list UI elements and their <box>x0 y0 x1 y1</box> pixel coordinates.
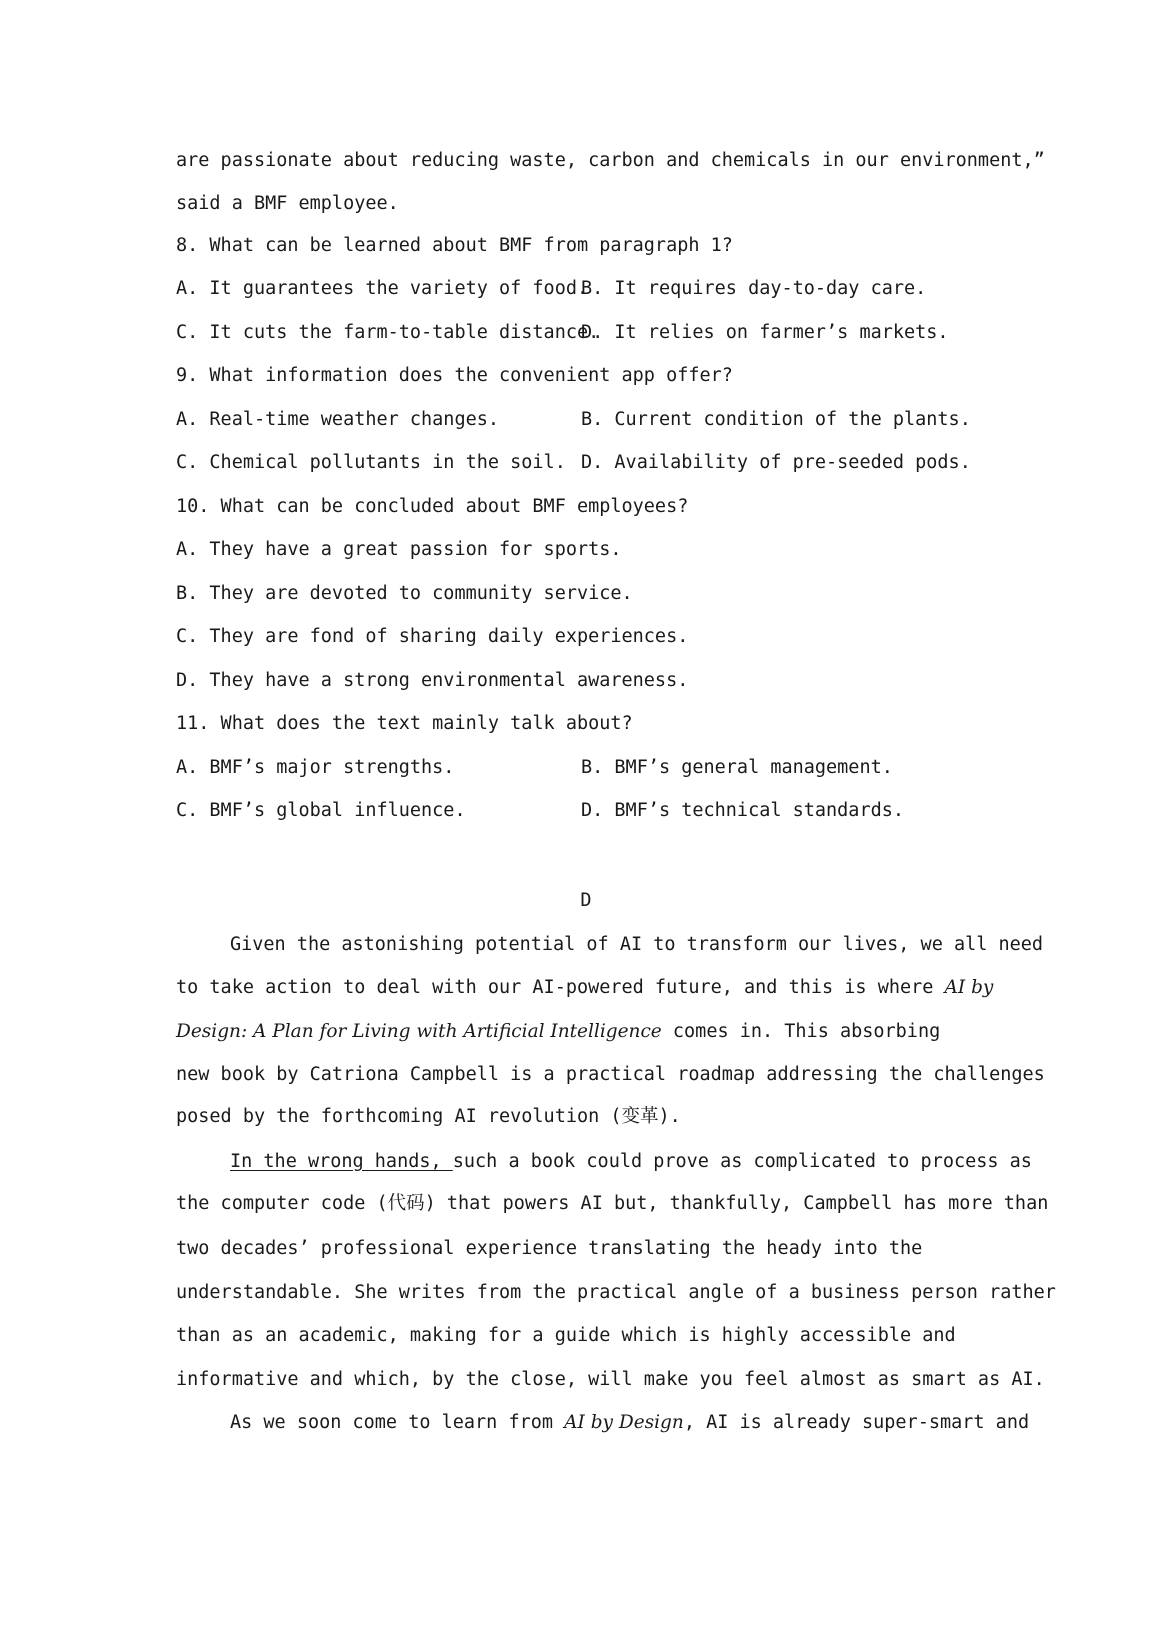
para2-line-6: informative and which, by the close, will make you feel almost as smart as AI. <box>176 1369 1045 1390</box>
question-8-option-a: A. It guarantees the variety of food. <box>176 278 589 299</box>
question-9-stem: 9. What information does the convenient app offer? <box>176 365 733 386</box>
question-9-option-d: D. Availability of pre-seeded pods. <box>581 452 971 473</box>
question-8-option-b: B. It requires day-to-day care. <box>581 278 927 299</box>
question-10-option-c: C. They are fond of sharing daily experiences. <box>176 626 689 647</box>
intro-line-1: are passionate about reducing waste, carbon and chemicals in our environment,” <box>176 150 1045 171</box>
para2-line-1 <box>176 1153 1032 1172</box>
book-title-short: AI by Design <box>564 1412 684 1433</box>
para3-line-1-text-b: , AI is already super-smart and <box>683 1412 1030 1433</box>
para1-line-2 <box>176 979 993 998</box>
section-heading: D <box>580 890 592 911</box>
para2-line-3: two decades’ professional experience translating the heady into the <box>176 1238 923 1259</box>
question-10-stem: 10. What can be concluded about BMF employees? <box>176 496 689 517</box>
question-11-option-d: D. BMF’s technical standards. <box>581 800 905 821</box>
question-11-option-b: B. BMF’s general management. <box>581 757 893 778</box>
para1-line-5: posed by the forthcoming AI revolution (变革). <box>176 1106 681 1127</box>
para2-line-5: than as an academic, making for a guide which is highly accessible and <box>176 1325 956 1346</box>
question-8-option-d: D. It relies on farmer’s markets. <box>581 322 949 343</box>
book-title-part-1: AI by <box>944 977 994 998</box>
question-9-option-c: C. Chemical pollutants in the soil. <box>176 452 566 473</box>
question-11-option-a: A. BMF’s major strengths. <box>176 757 455 778</box>
para1-line-2-text: to take action to deal with our AI-powered future, and this is where <box>176 977 945 998</box>
question-9-option-b: B. Current condition of the plants. <box>581 409 971 430</box>
question-9-option-a: A. Real-time weather changes. <box>176 409 500 430</box>
para3-line-1-text-a: As we soon come to learn from <box>230 1412 565 1433</box>
para1-line-3-text: comes in. This absorbing <box>661 1021 941 1042</box>
para2-line-1-text: such a book could prove as complicated to process as <box>452 1151 1032 1172</box>
underlined-phrase: In the wrong hands, <box>230 1151 453 1172</box>
para1-line-4: new book by Catriona Campbell is a practical roadmap addressing the challenges <box>176 1064 1045 1085</box>
para1-line-3 <box>176 1023 940 1042</box>
intro-line-2: said a BMF employee. <box>176 193 399 214</box>
question-8-option-c: C. It cuts the farm-to-table distance. <box>176 322 600 343</box>
para1-line-1: Given the astonishing potential of AI to transform our lives, we all need <box>230 934 1044 955</box>
question-11-stem: 11. What does the text mainly talk about? <box>176 713 633 734</box>
para2-line-4: understandable. She writes from the practical angle of a business person rather <box>176 1282 1056 1303</box>
question-8-stem: 8. What can be learned about BMF from paragraph 1? <box>176 235 733 256</box>
question-10-option-d: D. They have a strong environmental awareness. <box>176 670 689 691</box>
question-10-option-b: B. They are devoted to community service. <box>176 583 633 604</box>
para3-line-1 <box>176 1414 1029 1433</box>
para2-line-2: the computer code (代码) that powers AI but, thankfully, Campbell has more than <box>176 1193 1049 1214</box>
question-11-option-c: C. BMF’s global influence. <box>176 800 466 821</box>
question-10-option-a: A. They have a great passion for sports. <box>176 539 622 560</box>
book-title-part-2: Design: A Plan for Living with Artificial Intelligence <box>176 1021 662 1042</box>
